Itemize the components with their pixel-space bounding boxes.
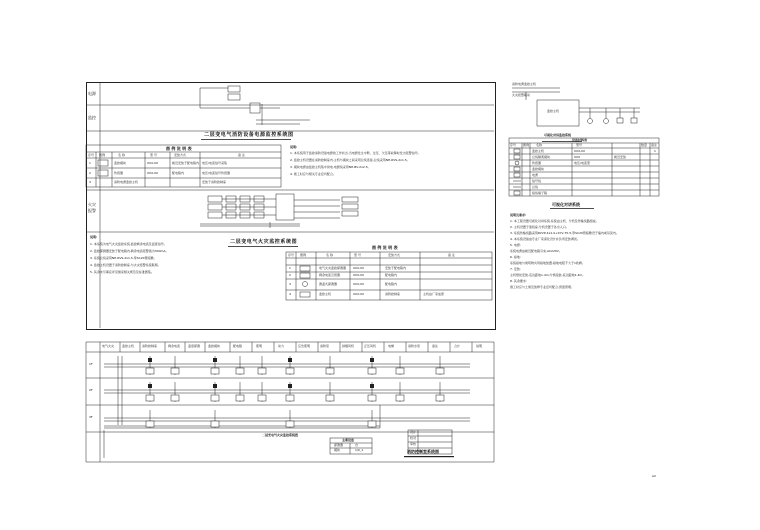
- notes2-line: 4. 监控主机设置于消防控制室,与火灾报警系统联网。: [90, 263, 161, 267]
- title-block-cell: 设计: [410, 430, 417, 434]
- legend2-row: 1 电气火灾监控探测器 XXX-XX 安装于配电箱内: [289, 266, 407, 270]
- legend1-row: 1 监控模块 XXX-XX 就近安装于配电箱内 电压/电流信号采集: [89, 161, 228, 165]
- right-legend-row: 监控模块: [532, 167, 545, 171]
- notes2-line: 2. 监控探测器安装于配电箱内,剩余电流报警值为300mA。: [90, 249, 169, 253]
- right-notes-title: 说明及要求:: [510, 213, 527, 217]
- sheet1-row-label-monitor: 监控: [88, 115, 96, 120]
- right-note: 5. 电源:: [510, 243, 521, 247]
- notes1-title: 说明:: [290, 145, 298, 149]
- right-note: 7. 安装:: [510, 267, 521, 271]
- right-note: 3. 系统传输线路采用RVVP-4x1.0+SYV-75-5,穿SC20管暗敷设于墙内或吊顶内。: [510, 231, 619, 235]
- small-table-cell: 模块: [334, 448, 341, 452]
- sheet1-row-label-alarm: 报警: [88, 208, 96, 213]
- sheet2-header: 电气火灾 监控主机 消防控制室 剩余电流 温度探测 监控模块 配电箱 照明 动力 应急照明 消防泵 排烟风机 正压风机 电梯 消防水泵 备注 合计 说明: [102, 344, 483, 348]
- small-table-cell: 1/0_1: [355, 448, 364, 452]
- legend2-title: 图 例 说 明 表: [372, 245, 398, 250]
- small-table-cell: 探测器: [334, 443, 344, 447]
- page-number: A2: [652, 474, 656, 478]
- right-note: 6. 接地:: [510, 255, 521, 259]
- right-legend-row: 监控主机 XXX-XX 1: [532, 149, 656, 153]
- small-table-cell: 台: [355, 443, 359, 447]
- legend1-title: 图 例 说 明 表: [166, 146, 192, 151]
- title-block-cell: 校对: [410, 436, 417, 440]
- right-note: 8. 其余要求:: [510, 279, 527, 283]
- right-note: 系统电源由就近配电箱引来,AC220V。: [510, 249, 562, 253]
- right-device-label: 监控主机: [547, 109, 560, 113]
- sheet2-row-label: 1F: [89, 362, 93, 366]
- title-block-name: 消防控制室系统图: [407, 449, 439, 454]
- sheet1-row-label-fire: 火灾: [88, 202, 96, 207]
- notes1-line: 4. 施工时应与相关专业密切配合。: [290, 172, 336, 176]
- right-legend-row: 传感器 电压/电流型: [532, 161, 591, 165]
- notes1-line: 1. 本系统用于监控消防设备电源的工作状态,当电源发生中断、过压、欠压等故障时发出报警信号。: [290, 151, 421, 155]
- sheet1-title-power: 二层变电气消防设备电源监控系统图: [204, 132, 294, 138]
- small-table-title: 主要设备: [342, 438, 355, 442]
- sheet2-row-label: 3F: [89, 415, 93, 419]
- sheet2-caption: 二层变电气火灾监控系统图: [262, 433, 299, 437]
- legend2-header: 序号 图例 名 称 型 号 安装方式 备 注: [288, 253, 455, 257]
- legend1-row: 2 传感器 XXX-XX 配电箱内 电压/电流信号传感器: [89, 171, 231, 175]
- right-section-title: 可视化对讲系统: [552, 202, 580, 207]
- right-note: 2. 主机设置于值班室,分机设置于各出入口。: [510, 225, 569, 229]
- right-legend-row: 总线隔离模块 XXX 就近安装: [532, 155, 627, 159]
- right-legend-row: 总线: [532, 185, 539, 189]
- notes1-line: 2. 监控主机设置在消防控制室内,主机与模块之间采用总线连接,总线采用NH-RVS-2x1.5。: [290, 158, 410, 162]
- right-note: 施工时应与土建及装修专业密切配合,预留预埋。: [510, 285, 574, 289]
- right-legend-row: 接线端子箱: [532, 191, 548, 195]
- right-note: 1. 本工程设置可视化对讲系统,系统由主机、分机及传输线路组成。: [510, 219, 599, 223]
- right-legend-row: 电源: [532, 173, 539, 177]
- right-legend-title: 设备材料表: [572, 138, 588, 142]
- sheet2-row-label: 2F: [89, 388, 93, 392]
- sheet1-title-fire: 二层变电气火灾监控系统图: [230, 239, 298, 245]
- notes2-title: 说明:: [90, 235, 98, 239]
- legend2-row: 4 监控主机 XXX-XX 消防控制室 主机由厂家成套: [289, 292, 445, 296]
- notes2-line: 1. 本系统为电气火灾监控系统,监控剩余电流及温度信号。: [90, 242, 167, 246]
- sheet1-row-label-power: 电源: [88, 91, 96, 96]
- right-note: 主机壁挂安装,底边距地1.4m;分机暗装,底边距地1.4m。: [510, 273, 586, 277]
- right-note: 4. 本系统设备由专业厂家深化设计并负责安装调试。: [510, 237, 580, 241]
- legend2-row: 3 测温式探测器 XXX-XX 配电箱内: [289, 282, 398, 286]
- right-top-label2: 火灾报警联动: [512, 93, 531, 97]
- legend2-row: 2 剩余电流互感器 XXX-XX 配电箱内: [289, 273, 398, 277]
- title-block-cell: 审核: [410, 442, 417, 446]
- notes2-line: 5. 其余未尽事宜详见国家相关规范及标准图集。: [90, 270, 154, 274]
- notes2-line: 3. 系统总线采用NH-RVS-2x1.5,穿SC20管暗敷。: [90, 256, 157, 260]
- right-legend-header: 序号 图例 名称 型号 数量 备注: [510, 143, 658, 147]
- legend1-header: 序号 图例 名 称 型 号 安装方式 备 注: [88, 153, 245, 157]
- right-legend-row: 信号线: [532, 179, 542, 183]
- right-note: 系统接地与建筑物共用接地装置,接地电阻不大于1欧姆。: [510, 261, 585, 265]
- right-caption: 可视化对讲监控系统: [544, 133, 572, 137]
- notes1-line: 3. 模块电源由监控主机集中供电,电源线采用NH-BV-2x2.5。: [290, 165, 371, 169]
- right-top-label: 消防电源监控主机: [512, 82, 537, 86]
- legend1-row: 3 消防电源监控主机 安装于消防控制室: [89, 180, 227, 184]
